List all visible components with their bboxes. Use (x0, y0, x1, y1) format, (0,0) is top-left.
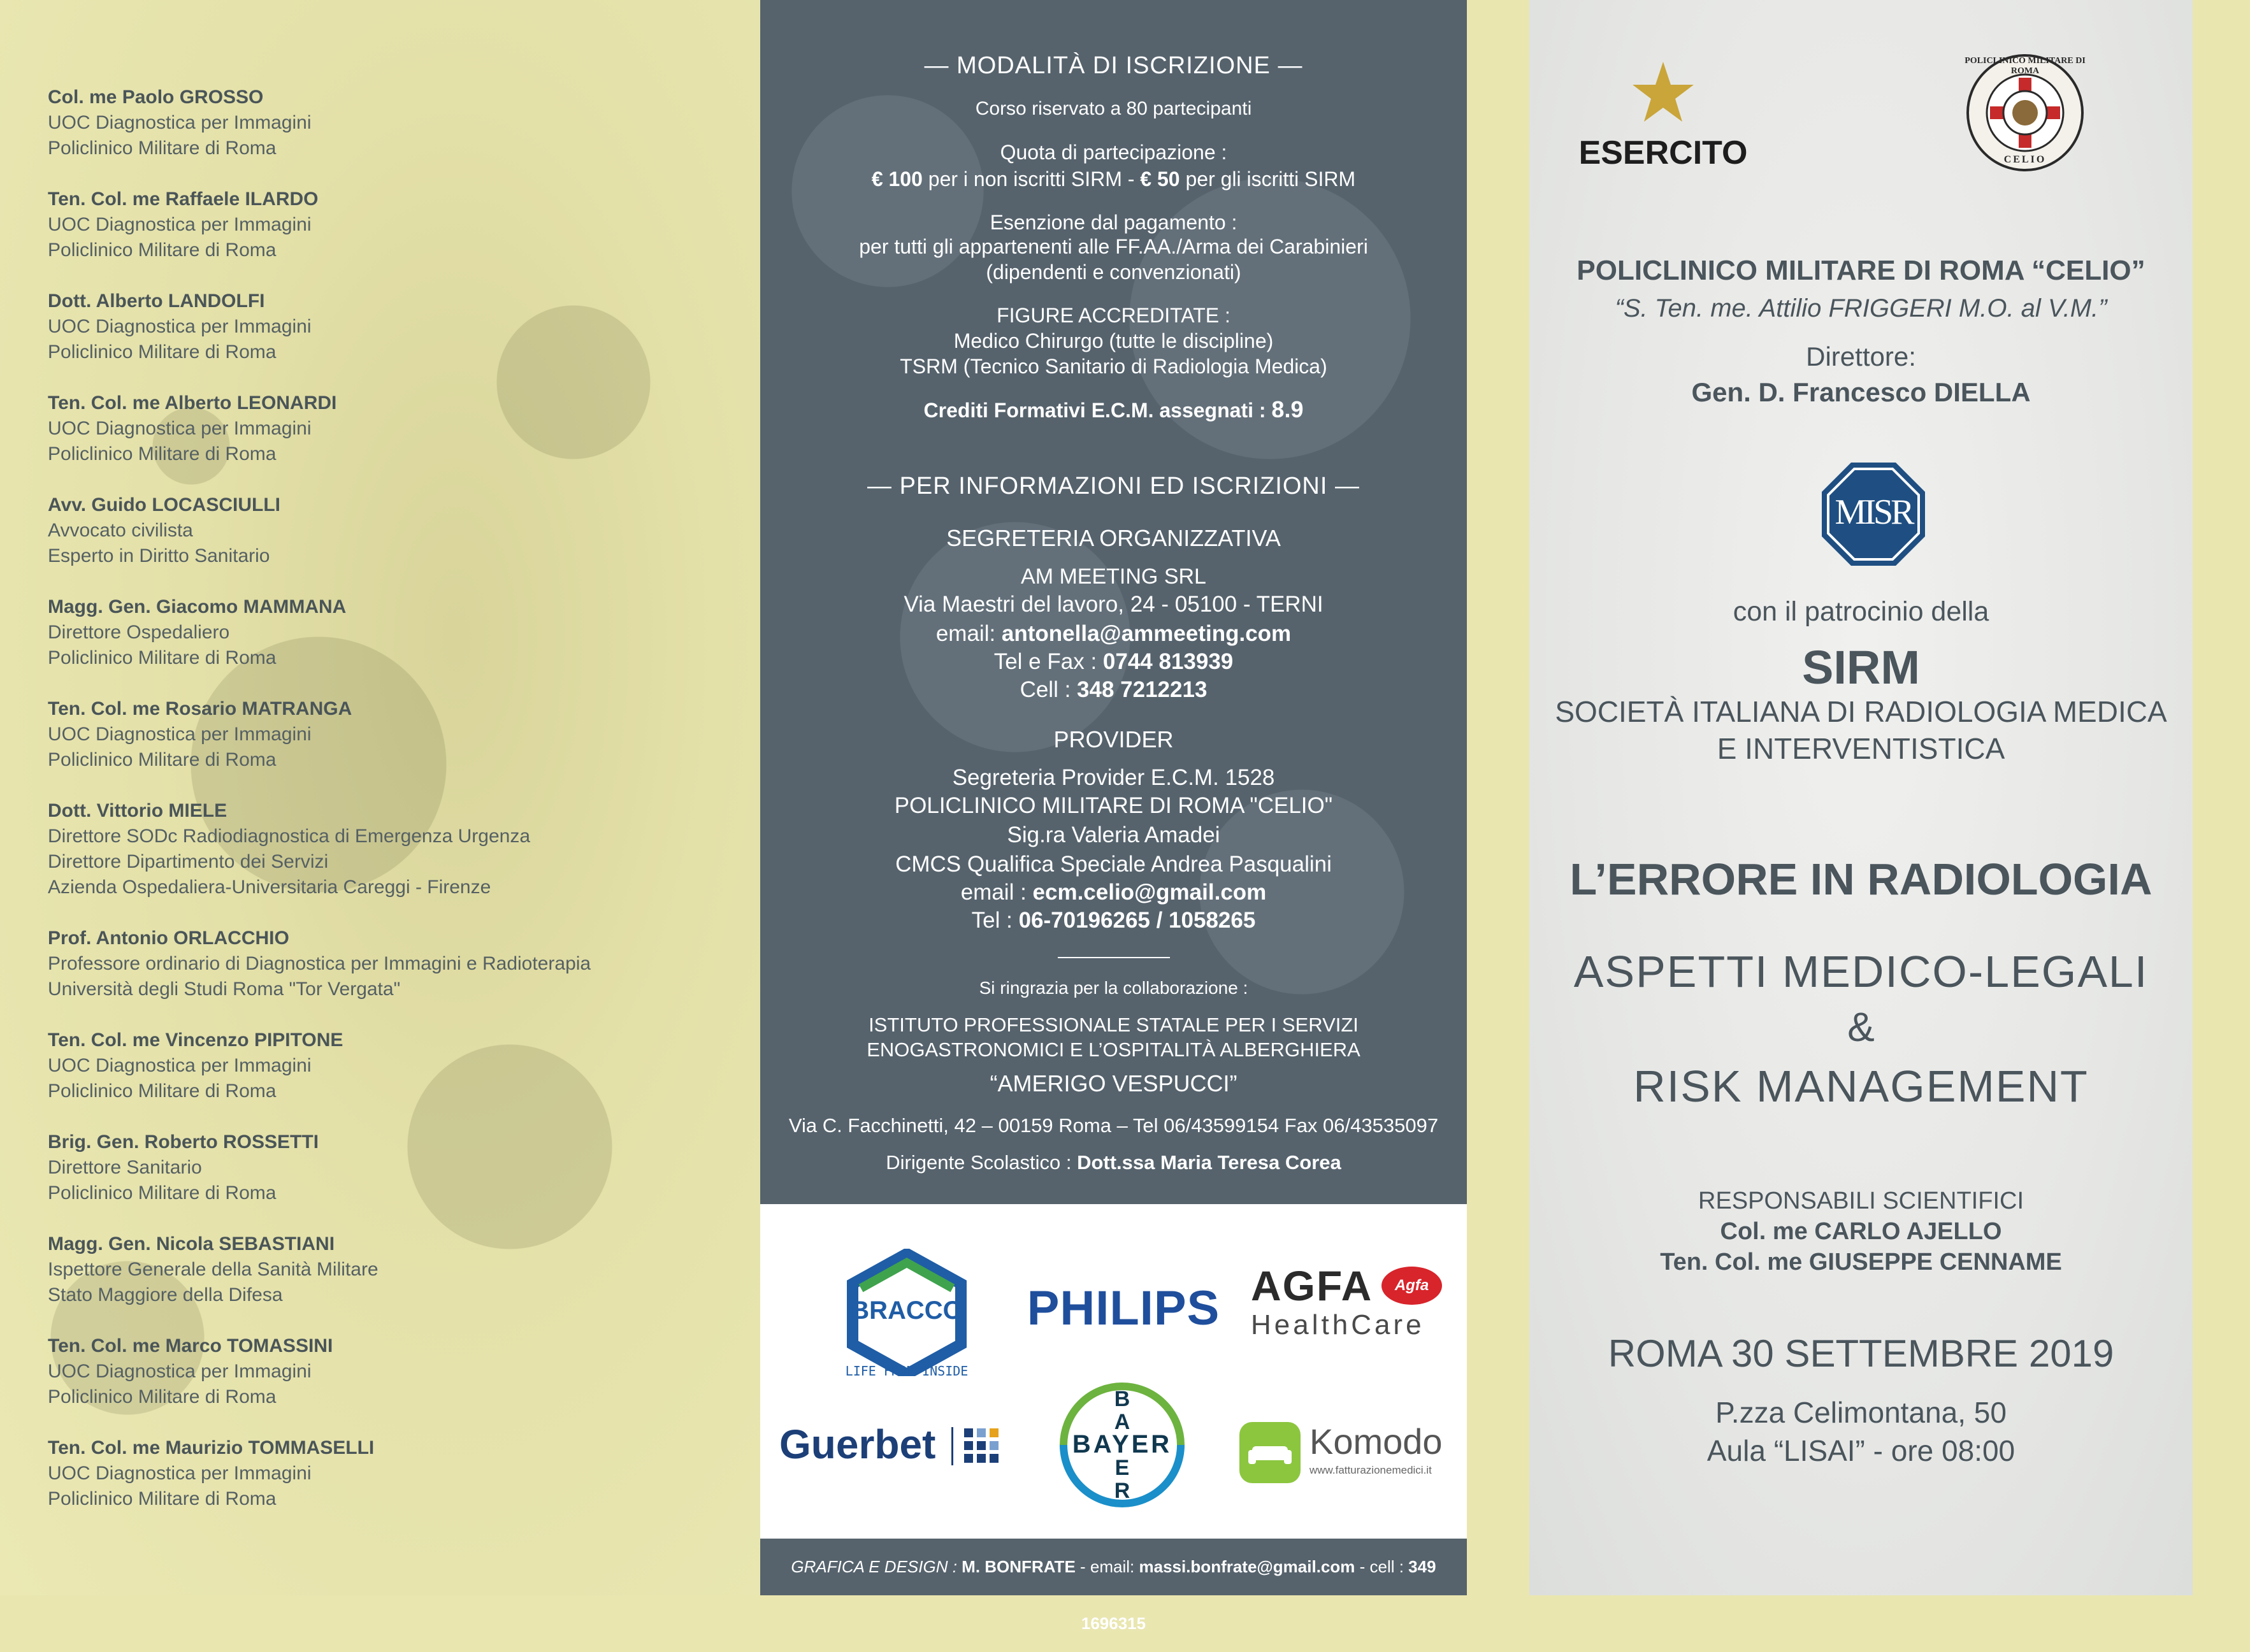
member-name: Magg. Gen. Giacomo MAMMANA (48, 596, 347, 617)
cover-background (1529, 0, 2193, 1595)
email-label: email : (960, 880, 1033, 905)
member-affiliation: Policlinico Militare di Roma (48, 749, 277, 770)
cell-label: Cell : (1020, 677, 1078, 702)
member-role: UOC Diagnostica per Immagini (48, 1463, 312, 1484)
hospital-name: POLICLINICO MILITARE DI ROMA “CELIO” (1576, 255, 2145, 286)
seal-text: POLICLINICO MILITARE DI ROMA (1965, 56, 2086, 76)
member-role: UOC Diagnostica per Immagini (48, 316, 312, 337)
cover-panel (1467, 0, 2250, 1595)
school-name: “AMERIGO VESPUCCI” (990, 1070, 1237, 1096)
patronage-text: con il patrocinio della (1733, 596, 1989, 627)
event-title: L’ERRORE IN RADIOLOGIA (1569, 854, 2153, 904)
committee-member (48, 926, 749, 1002)
event-subtitle: RISK MANAGEMENT (1633, 1061, 2089, 1111)
member-role: Direttore Ospedaliero (48, 622, 230, 643)
committee-member (48, 696, 749, 773)
provider-label: PROVIDER (1053, 726, 1174, 752)
member-affiliation: Policlinico Militare di Roma (48, 1182, 277, 1203)
principal-label: Dirigente Scolastico : (886, 1151, 1078, 1174)
agfa-logo: AGFA (1251, 1262, 1373, 1309)
principal-name: Dott.ssa Maria Teresa Corea (1077, 1151, 1341, 1174)
exemption-text: per tutti gli appartenenti alle FF.AA./Arma dei Carabinieri (859, 235, 1368, 258)
committee-member (48, 1130, 749, 1206)
member-role: UOC Diagnostica per Immagini (48, 1361, 312, 1382)
komodo-wordmark: Komodo (1309, 1421, 1443, 1462)
member-role: Direttore Dipartimento dei Servizi (48, 851, 329, 872)
member-name: Col. me Paolo GROSSO (48, 87, 264, 108)
member-name: Dott. Vittorio MIELE (48, 800, 227, 821)
seal-bottom: CELIO (2003, 154, 2047, 165)
figures-label: FIGURE ACCREDITATE : (997, 304, 1230, 327)
member-role: Avvocato civilista (48, 520, 193, 541)
committee-member (48, 391, 749, 467)
committee-member (48, 798, 749, 900)
school-text: ENOGASTRONOMICI E L’OSPITALITÀ ALBERGHIERA (867, 1038, 1360, 1061)
credit-cell: 349 1696315 (1081, 1557, 1436, 1633)
member-role: Direttore SODc Radiodiagnostica di Emergenza Urgenza (48, 826, 531, 847)
sirm-letter: M (1835, 492, 1864, 532)
bayer-letter: R (1114, 1479, 1130, 1503)
provider-text: Segreteria Provider E.C.M. 1528 (952, 765, 1275, 790)
responsabile-name: Ten. Col. me GIUSEPPE CENNAME (1660, 1249, 2062, 1275)
event-address: P.zza Celimontana, 50 (1715, 1396, 2007, 1429)
thanks-label: Si ringrazia per la collaborazione : (979, 978, 1248, 998)
celio-seal (1965, 52, 2086, 173)
guerbet-grid-icon (964, 1428, 1000, 1464)
divider (951, 1427, 953, 1465)
exemption-label: Esenzione dal pagamento : (990, 211, 1237, 234)
bayer-vertical (1113, 1388, 1131, 1502)
sirm-letter: S (1873, 492, 1891, 532)
agfa-badge: Agfa (1381, 1267, 1442, 1305)
figures-text: TSRM (Tecnico Sanitario di Radiologia Medica) (900, 355, 1327, 378)
provider-email-link[interactable]: ecm.celio@gmail.com (1032, 880, 1267, 905)
member-name: Prof. Antonio ORLACCHIO (48, 928, 289, 949)
bracco-tagline: LIFE FROM INSIDE (845, 1363, 969, 1379)
divider (1058, 957, 1170, 958)
member-affiliation: Azienda Ospedaliera-Universitaria Careggi - Firenze (48, 877, 491, 898)
bayer-horizontal: BAYER (1072, 1430, 1172, 1458)
committee-member (48, 492, 749, 569)
fee-amount: € 50 (1140, 168, 1180, 190)
school-text: ISTITUTO PROFESSIONALE STATALE PER I SERVIZI (869, 1014, 1359, 1036)
committee-member (48, 1232, 749, 1308)
committee-member (48, 1333, 749, 1410)
member-role: UOC Diagnostica per Immagini (48, 214, 312, 235)
committee-member (48, 1435, 749, 1512)
director-label: Direttore: (1806, 341, 1916, 371)
secretariat-label: SEGRETERIA ORGANIZZATIVA (946, 525, 1281, 551)
email-label: email: (935, 621, 1002, 646)
member-name: Ten. Col. me Rosario MATRANGA (48, 698, 352, 719)
bayer-letter: B (1114, 1387, 1130, 1411)
member-affiliation: Policlinico Militare di Roma (48, 341, 277, 363)
secretariat-cell-line (760, 677, 1467, 703)
society-name: E INTERVENTISTICA (1717, 732, 2005, 765)
school-address: Via C. Facchinetti, 42 – 00159 Roma – Tel 06/43599154 Fax 06/43535097 (788, 1114, 1439, 1137)
agfa-healthcare: HealthCare (1251, 1309, 1425, 1340)
committee-member (48, 187, 749, 263)
star-icon (1631, 61, 1695, 124)
member-role: UOC Diagnostica per Immagini (48, 1055, 312, 1076)
member-name: Dott. Alberto LANDOLFI (48, 291, 265, 312)
credit-cell-label: - cell : (1355, 1557, 1409, 1576)
esercito-logo: ESERCITO (1578, 134, 1748, 171)
sirm-logo (1819, 460, 1928, 568)
member-affiliation: Università degli Studi Roma "Tor Vergata" (48, 979, 401, 1000)
principal-line (760, 1149, 1467, 1176)
committee-member (48, 594, 749, 671)
komodo-icon (1239, 1422, 1301, 1483)
fee-text: per gli iscritti SIRM (1179, 168, 1356, 190)
provider-tel: 06-70196265 / 1058265 (1018, 908, 1256, 933)
sirm-letter: I (1864, 492, 1873, 532)
credit-name: M. BONFRATE (962, 1557, 1076, 1576)
member-affiliation: Policlinico Militare di Roma (48, 1386, 277, 1407)
fee-line (760, 166, 1467, 192)
provider-text: Sig.ra Valeria Amadei (1007, 822, 1220, 847)
fee-text: per i non iscritti SIRM - (922, 168, 1141, 190)
event-date: ROMA 30 SETTEMBRE 2019 (1608, 1332, 2114, 1375)
ampersand: & (1847, 1004, 1875, 1050)
member-affiliation: Policlinico Militare di Roma (48, 1488, 277, 1509)
course-note: Corso riservato a 80 partecipanti (975, 98, 1252, 119)
member-name: Ten. Col. me Vincenzo PIPITONE (48, 1030, 343, 1051)
event-subtitle: ASPETTI MEDICO-LEGALI (1573, 947, 2149, 996)
provider-text: CMCS Qualifica Speciale Andrea Pasqualini (895, 852, 1332, 877)
fee-label: Quota di partecipazione : (1000, 141, 1227, 164)
director-name: Gen. D. Francesco DIELLA (1691, 377, 2031, 407)
responsabile-name: Col. me CARLO AJELLO (1720, 1218, 2002, 1245)
member-affiliation: Policlinico Militare di Roma (48, 647, 277, 668)
member-name: Magg. Gen. Nicola SEBASTIANI (48, 1233, 335, 1254)
exemption-text: (dipendenti e convenzionati) (986, 261, 1241, 284)
credit-email-link[interactable]: massi.bonfrate@gmail.com (1139, 1557, 1355, 1576)
bayer-logo (1058, 1381, 1186, 1509)
hospital-honoree: “S. Ten. me. Attilio FRIGGERI M.O. al V.M.” (1615, 294, 2107, 322)
philips-logo: PHILIPS (1027, 1281, 1220, 1335)
sponsor-logos (760, 1204, 1467, 1539)
registration-heading: — MODALITÀ DI ISCRIZIONE — (924, 52, 1303, 79)
secretariat-cell: 348 7212213 (1077, 677, 1208, 702)
member-name: Brig. Gen. Roberto ROSSETTI (48, 1131, 319, 1153)
info-heading: — PER INFORMAZIONI ED ISCRIZIONI — (867, 473, 1360, 499)
tel-label: Tel : (971, 908, 1019, 933)
member-name: Ten. Col. me Maurizio TOMMASELLI (48, 1437, 375, 1458)
bracco-wordmark: BRACCO (851, 1296, 963, 1325)
society-name: SOCIETÀ ITALIANA DI RADIOLOGIA MEDICA (1555, 695, 2167, 728)
secretariat-tel: 0744 813939 (1102, 649, 1234, 674)
info-panel (760, 0, 1467, 1633)
provider-tel-line (760, 907, 1467, 934)
provider-text: POLICLINICO MILITARE DI ROMA "CELIO" (894, 793, 1333, 818)
bracco-logo (830, 1249, 983, 1376)
member-name: Ten. Col. me Alberto LEONARDI (48, 392, 337, 413)
member-role: Direttore Sanitario (48, 1157, 202, 1178)
sirm-monogram (1832, 492, 1915, 533)
responsabili-label: RESPONSABILI SCIENTIFICI (1698, 1188, 2024, 1214)
member-role: Professore ordinario di Diagnostica per Immagini e Radioterapia (48, 953, 591, 974)
sofa-icon (1239, 1422, 1301, 1483)
bayer-letter: E (1114, 1456, 1130, 1480)
committee-member (48, 1028, 749, 1104)
secretariat-tel-line (760, 649, 1467, 675)
member-name: Ten. Col. me Raffaele ILARDO (48, 189, 319, 210)
tel-label: Tel e Fax : (993, 649, 1103, 674)
guerbet-logo: Guerbet (779, 1421, 936, 1467)
credits-label: Crediti Formativi E.C.M. assegnati : (923, 399, 1272, 422)
fee-amount: € 100 (871, 168, 923, 190)
secretariat-email-link[interactable]: antonella@ammeeting.com (1001, 621, 1292, 646)
credit-email-label: - email: (1075, 1557, 1139, 1576)
committee-panel (0, 0, 760, 1595)
member-role: Ispettore Generale della Sanità Militare (48, 1259, 379, 1280)
figures-text: Medico Chirurgo (tutte le discipline) (953, 329, 1274, 352)
provider-email-line (760, 879, 1467, 906)
member-affiliation: Policlinico Militare di Roma (48, 1081, 277, 1102)
bayer-letter: A (1114, 1410, 1130, 1434)
member-affiliation: Policlinico Militare di Roma (48, 138, 277, 159)
event-room-time: Aula “LISAI” - ore 08:00 (1706, 1434, 2016, 1467)
credits-line (760, 396, 1467, 424)
komodo-url: www.fatturazionemedici.it (1309, 1464, 1432, 1476)
member-role: UOC Diagnostica per Immagini (48, 724, 312, 745)
member-affiliation: Esperto in Diritto Sanitario (48, 545, 270, 566)
secretariat-email-line (760, 621, 1467, 647)
sirm-title: SIRM (1802, 641, 1920, 694)
member-affiliation: Stato Maggiore della Difesa (48, 1284, 283, 1305)
secretariat-address: Via Maestri del lavoro, 24 - 05100 - TERNI (904, 592, 1323, 617)
member-name: Ten. Col. me Marco TOMASSINI (48, 1335, 333, 1356)
member-name: Avv. Guido LOCASCIULLI (48, 494, 280, 515)
sirm-letter: R (1891, 492, 1912, 532)
design-credit (760, 1539, 1467, 1633)
credits-value: 8.9 (1271, 396, 1304, 422)
member-role: UOC Diagnostica per Immagini (48, 112, 312, 133)
committee-member (48, 289, 749, 365)
member-role: UOC Diagnostica per Immagini (48, 418, 312, 439)
credit-label: GRAFICA E DESIGN : (791, 1557, 962, 1576)
member-affiliation: Policlinico Militare di Roma (48, 240, 277, 261)
member-affiliation: Policlinico Militare di Roma (48, 443, 277, 464)
committee-member (48, 85, 749, 161)
secretariat-name: AM MEETING SRL (1021, 564, 1206, 589)
